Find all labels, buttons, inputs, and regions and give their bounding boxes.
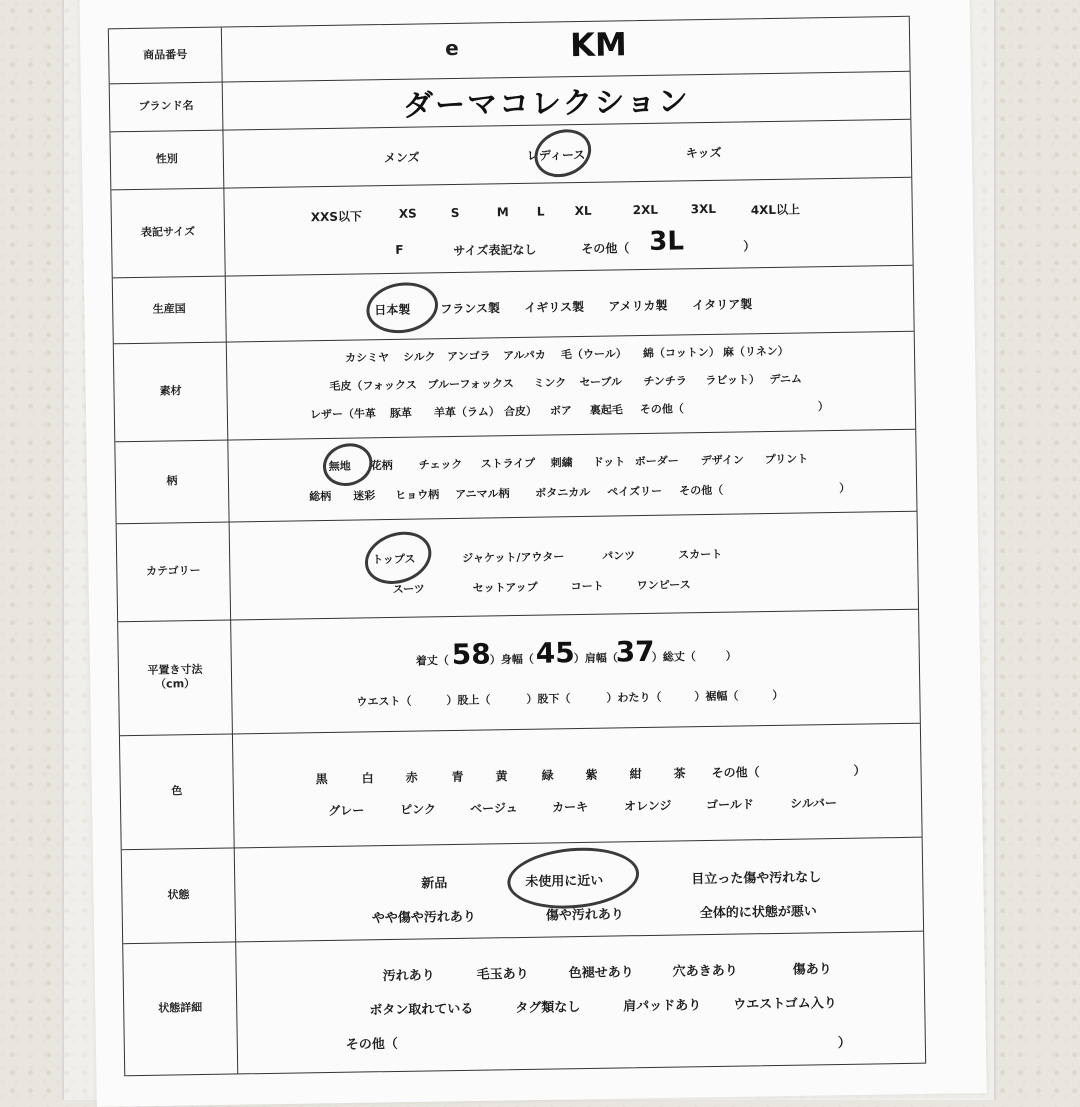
color-other-close: ） xyxy=(853,763,866,778)
color-option: 白 xyxy=(361,771,374,786)
measure-total-label: ）総丈（ xyxy=(651,650,696,664)
material-option: 毛皮（フォックス xyxy=(329,378,417,393)
color-option: 黄 xyxy=(495,769,508,784)
detail-option: 傷あり xyxy=(792,962,832,978)
size-option: F xyxy=(395,242,404,257)
category-option: スカート xyxy=(678,547,723,562)
row-condition-detail xyxy=(123,931,925,1076)
category-option: スーツ xyxy=(392,582,425,596)
category-option: コート xyxy=(570,579,604,594)
pattern-option: ボタニカル xyxy=(535,485,591,500)
detail-option: 肩パッドあり xyxy=(623,998,702,1015)
size-option: XL xyxy=(574,203,592,219)
measure-close: ） xyxy=(772,688,784,703)
country-option: イギリス製 xyxy=(524,299,585,315)
pattern-option: ドット xyxy=(592,455,626,469)
measure-rise-label: ）股上（ xyxy=(446,693,491,708)
measure-shoulder-label: ）肩幅（ xyxy=(573,651,618,666)
label-material: 素材 xyxy=(114,342,229,442)
material-option: 合皮） xyxy=(503,404,537,419)
label-measurements: 平置き寸法 （cm） xyxy=(118,619,233,735)
pattern-option: チェック xyxy=(418,457,463,472)
label-product-number: 商品番号 xyxy=(109,28,223,84)
pattern-option: 無地 xyxy=(328,459,351,473)
material-option: 麻（リネン） xyxy=(722,344,789,359)
pattern-option: ボーダー xyxy=(634,454,679,469)
row-material xyxy=(114,331,915,443)
detail-option: ボタン取れている xyxy=(369,1001,474,1019)
row-condition xyxy=(122,837,923,945)
brand-handwritten: ダーマコレクション xyxy=(402,84,691,124)
size-option: 2XL xyxy=(632,202,659,218)
label-category: カテゴリー xyxy=(117,522,232,622)
pattern-option: 花柄 xyxy=(370,458,393,473)
size-option: 3XL xyxy=(690,201,717,217)
size-option: L xyxy=(536,204,545,219)
measure-close: ） xyxy=(725,649,737,663)
material-option: チンチラ xyxy=(643,374,687,388)
size-option: 4XL以上 xyxy=(750,202,801,218)
size-other-open: その他（ xyxy=(581,241,630,256)
material-option: 豚革 xyxy=(389,406,413,420)
category-option: ワンピース xyxy=(636,578,691,593)
measure-width-value: 45 xyxy=(535,636,575,670)
size-option: M xyxy=(496,205,509,220)
color-option: 黒 xyxy=(315,772,328,787)
color-option: 茶 xyxy=(673,766,686,781)
category-option: ジャケット/アウター xyxy=(462,550,565,565)
measure-waist-label: ウエスト（ xyxy=(356,694,412,709)
pattern-other-close: ） xyxy=(839,481,851,495)
product-number-prefix: e xyxy=(444,35,459,61)
detail-other-open: その他（ xyxy=(345,1036,398,1053)
label-pattern: 柄 xyxy=(115,440,229,524)
category-option: パンツ xyxy=(602,549,636,563)
measure-thigh-label: ）わたり（ xyxy=(606,690,662,705)
detail-option: ウエストゴム入り xyxy=(733,996,837,1013)
pattern-option: デザイン xyxy=(700,453,745,468)
color-option: カーキ xyxy=(552,799,589,815)
condition-option: 未使用に近い xyxy=(525,873,604,890)
label-condition-detail: 状態詳細 xyxy=(123,941,238,1075)
detail-option: 穴あきあり xyxy=(672,963,738,980)
row-pattern xyxy=(115,429,916,525)
country-option: イタリア製 xyxy=(692,297,753,313)
size-option: サイズ表記なし xyxy=(453,242,537,258)
pattern-option: プリント xyxy=(764,452,809,467)
material-option: 羊革（ラム） xyxy=(433,405,500,420)
category-option: セットアップ xyxy=(472,580,538,595)
material-option: ボア xyxy=(549,404,572,418)
product-number-handwritten: KM xyxy=(569,25,628,65)
pattern-option: ヒョウ柄 xyxy=(395,488,440,502)
measure-hem-label: ）裾幅（ xyxy=(694,689,739,704)
row-category xyxy=(117,511,918,623)
measure-inseam-label: ）股下（ xyxy=(526,692,571,706)
condition-option: 目立った傷や汚れなし xyxy=(691,870,822,888)
color-option: オレンジ xyxy=(623,798,672,814)
size-option: XS xyxy=(398,206,417,221)
country-option: 日本製 xyxy=(374,302,411,318)
size-option: XXS以下 xyxy=(310,209,363,225)
row-size xyxy=(111,177,912,279)
material-option: カシミヤ xyxy=(344,350,390,365)
pattern-option: 迷彩 xyxy=(353,489,376,503)
label-size: 表記サイズ xyxy=(111,188,225,278)
condition-option: 傷や汚れあり xyxy=(545,907,624,924)
size-handwritten: 3L xyxy=(649,226,685,257)
measure-width-label: ）身幅（ xyxy=(489,652,534,667)
color-option: グレー xyxy=(328,803,365,818)
pattern-circle-mark xyxy=(318,438,378,492)
color-other-open: その他（ xyxy=(711,765,760,780)
measure-shoulder-value: 37 xyxy=(615,634,655,669)
material-option: 裏起毛 xyxy=(589,403,623,417)
detail-option: タグ類なし xyxy=(515,1000,581,1017)
gender-option: レディース xyxy=(526,147,586,163)
category-circle-mark xyxy=(358,523,439,592)
color-option: 紫 xyxy=(585,767,598,782)
color-option: ゴールド xyxy=(705,797,754,813)
material-option: シルク xyxy=(402,350,436,364)
pattern-other-open: その他（ xyxy=(679,483,724,498)
country-option: アメリカ製 xyxy=(608,298,668,314)
label-brand: ブランド名 xyxy=(110,82,224,132)
color-option: ピンク xyxy=(400,802,437,817)
material-option: デニム xyxy=(769,372,803,387)
size-option: S xyxy=(450,205,460,220)
condition-option: 新品 xyxy=(421,876,448,892)
color-option: 緑 xyxy=(541,768,554,783)
gender-option: キッズ xyxy=(685,145,722,161)
material-option: 綿（コットン） xyxy=(642,345,720,360)
gender-option: メンズ xyxy=(383,150,420,166)
row-measurements xyxy=(118,609,920,737)
material-option: セーブル xyxy=(579,375,623,389)
label-gender: 性別 xyxy=(110,130,224,190)
detail-option: 汚れあり xyxy=(382,968,435,985)
item-inspection-form xyxy=(108,16,926,1076)
pattern-option: ストライプ xyxy=(480,456,536,471)
measure-length-label: 着丈（ xyxy=(415,654,449,668)
measure-length-value: 58 xyxy=(451,637,491,672)
label-country: 生産国 xyxy=(113,276,227,344)
pattern-option: ペイズリー xyxy=(607,484,663,499)
gender-circle-mark xyxy=(528,121,599,185)
category-option: トップス xyxy=(372,552,416,567)
pattern-option: アニマル柄 xyxy=(455,487,510,501)
color-option: ベージュ xyxy=(470,801,518,816)
material-option: アンゴラ xyxy=(446,349,491,364)
material-option: 毛（ウール） xyxy=(560,347,627,362)
detail-option: 色褪せあり xyxy=(568,965,634,982)
color-option: 紺 xyxy=(629,767,642,782)
color-option: 青 xyxy=(451,769,464,785)
material-other-close: ） xyxy=(817,400,829,414)
pattern-option: 刺繍 xyxy=(550,456,573,470)
material-option: アルパカ xyxy=(502,348,546,363)
pattern-option: 総柄 xyxy=(309,489,332,504)
color-option: シルバー xyxy=(789,796,838,811)
material-other-open: その他（ xyxy=(639,402,684,417)
country-circle-mark xyxy=(363,278,442,339)
condition-option: やや傷や汚れあり xyxy=(371,909,476,927)
country-option: フランス製 xyxy=(440,301,501,317)
label-condition: 状態 xyxy=(122,847,236,943)
detail-other-close: ） xyxy=(837,1035,851,1052)
material-option: ブルーフォックス xyxy=(427,377,514,392)
color-option: 赤 xyxy=(405,770,418,785)
material-option: レザー（牛革 xyxy=(309,407,377,422)
material-option: ミンク xyxy=(533,376,567,390)
size-other-close: ） xyxy=(743,239,756,254)
condition-option: 全体的に状態が悪い xyxy=(699,904,817,922)
row-color xyxy=(120,723,922,851)
detail-option: 毛玉あり xyxy=(476,966,529,983)
material-option: ラビット） xyxy=(705,373,761,388)
label-color: 色 xyxy=(120,733,235,849)
